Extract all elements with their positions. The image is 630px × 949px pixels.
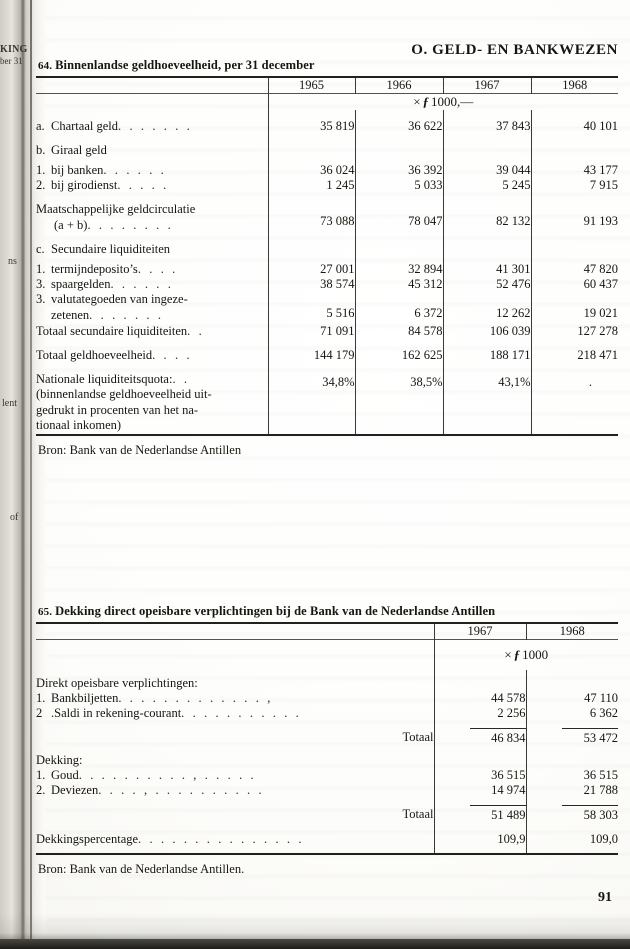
table-row: [36, 768, 618, 783]
table-65-number: 65.: [38, 606, 53, 618]
cell-value: 37 843: [443, 119, 531, 134]
table-65-col-1968: 1968: [526, 623, 618, 640]
row-leaders: . . . .: [137, 262, 178, 277]
cell-value: 78 047: [355, 202, 443, 233]
cell-value: 12 262: [443, 292, 531, 323]
table-65-gap: [36, 823, 618, 832]
cell-value: [434, 721, 526, 746]
multiplication-sign: ×: [413, 94, 421, 109]
cell-value: 40 101: [531, 119, 618, 134]
table-65-unit: [434, 640, 618, 671]
cell-value: [526, 798, 618, 823]
row-text-second-line: zetenen: [51, 307, 90, 322]
table-64-caption: [36, 58, 618, 73]
row-marker: a.: [36, 119, 45, 133]
row-label-nationale-liquiditeitsquota: [36, 372, 268, 436]
cell-value: 2 256: [434, 706, 526, 721]
multiplication-sign: ×: [504, 647, 512, 662]
row-text-line4: tionaal inkomen): [36, 418, 122, 433]
row-label-valutategoeden: [36, 292, 268, 323]
cell-value: 47 110: [526, 691, 618, 706]
cell-value: 32 894: [355, 262, 443, 277]
row-label-dekkingspercentage: [36, 832, 434, 854]
row-text: Dekkingspercentage: [36, 832, 139, 846]
cell-value: 6 372: [355, 292, 443, 323]
table-row: [36, 372, 618, 436]
cell-value: 27 001: [268, 262, 355, 277]
table-row: [36, 277, 618, 292]
row-leaders: . . . . . .: [103, 163, 167, 177]
cell-value: 34,8%: [268, 372, 355, 436]
row-label-spaargelden: [36, 277, 268, 292]
table-65-unit-row: [36, 640, 618, 671]
row-text: termijndeposito’s: [51, 262, 138, 277]
row-label-bij-girodienst: [36, 178, 268, 193]
row-leaders: . . . . . . .: [118, 119, 193, 133]
table-64-source: Bron: Bank van de Nederlandse Antillen: [38, 443, 242, 457]
row-text-line2: (binnenlandse geldhoeveelheid uit-: [36, 387, 212, 402]
row-text: .Saldi in rekening-courant: [51, 706, 182, 720]
row-label-goud: [36, 768, 434, 783]
cell-value: 5 033: [355, 178, 443, 193]
table-row: [36, 691, 618, 706]
table-row: [36, 348, 618, 363]
row-marker: 2.: [36, 178, 46, 192]
cell-value: 52 476: [443, 277, 531, 292]
table-64-gap: [36, 233, 618, 242]
table-row: [36, 783, 618, 798]
row-text: Maatschappelijke geldcirculatie: [36, 202, 196, 216]
table-row: [36, 324, 618, 339]
row-marker: c.: [36, 242, 45, 257]
table-65-title: Dekking direct opeisbare verplichtingen bij de Bank van de Nederlandse Antillen: [55, 604, 496, 618]
cell-value: 36 024: [268, 163, 355, 178]
row-text-line3: gedrukt in procenten van het na-: [36, 402, 199, 417]
margin-fragment-king: KING: [0, 44, 28, 55]
subtotal-rule: 46 834: [470, 728, 526, 746]
table-row: [36, 242, 618, 257]
cell-value: 45 312: [355, 277, 443, 292]
guilder-symbol: ƒ: [513, 647, 521, 662]
table-64-corner: [36, 77, 268, 94]
row-text: Deviezen: [51, 783, 99, 797]
cell-value: [434, 798, 526, 823]
row-leaders: . . . . . . .: [89, 307, 164, 322]
row-text: bij banken: [51, 163, 104, 177]
row-label-deviezen: [36, 783, 434, 798]
row-leaders: . . . . . . . . . . .: [181, 706, 302, 720]
margin-fragment-of: of: [10, 512, 19, 523]
table-64: [36, 76, 618, 436]
page-content: [36, 0, 618, 949]
margin-fragment-ns: ns: [8, 256, 17, 267]
table-64-title: Binnenlandse geldhoeveelheid, per 31 december: [55, 58, 315, 72]
row-label-bankbiljetten: [36, 691, 434, 706]
subtotal-rule: 58 303: [562, 805, 618, 823]
table-row: [36, 119, 618, 134]
table-64-gap: [36, 363, 618, 372]
row-label-totaal-geldhoeveelheid: [36, 348, 268, 363]
table-65-header-row: [36, 623, 618, 640]
margin-fragment-ber: ber 31: [0, 56, 23, 66]
table-row: [36, 143, 618, 158]
row-text: spaargelden: [51, 277, 111, 292]
table-row: [36, 163, 618, 178]
row-leaders: . . . . . . . . . . . . . . .: [138, 832, 305, 846]
table-row: [36, 262, 618, 277]
row-marker: 1.: [36, 262, 46, 277]
row-label-bij-banken: [36, 163, 268, 178]
table-64-block: [36, 58, 618, 458]
row-text: Goud: [51, 768, 79, 782]
table-64-number: 64.: [38, 60, 53, 72]
row-leaders: . . . . , . . . . . . . . . .: [98, 783, 265, 797]
table-row: [36, 746, 618, 768]
cell-value: 43,1%: [443, 372, 531, 436]
page-bottom-edge: [0, 939, 630, 949]
table-64-unit-row: [36, 94, 618, 111]
table-64-gap: [36, 339, 618, 348]
row-text: valutategoeden van ingeze-: [51, 292, 188, 307]
row-text: Bankbiljetten: [51, 691, 119, 705]
table-row: [36, 202, 618, 233]
table-65: [36, 622, 618, 855]
row-label-termijndepositos: [36, 262, 268, 277]
cell-value: 36 392: [355, 163, 443, 178]
table-64-unit: [268, 94, 618, 111]
row-marker: 1.: [36, 163, 46, 177]
table-64-col-1968: 1968: [531, 77, 618, 94]
cell-value: 144 179: [268, 348, 355, 363]
cell-value: 84 578: [355, 324, 443, 339]
table-65-unit-spacer: [36, 640, 434, 671]
row-leaders: . . . . .: [117, 178, 169, 192]
row-leaders: . . . . . . . .: [87, 217, 174, 232]
row-label-totaal-secundaire-liquiditeiten: [36, 324, 268, 339]
row-marker: 3.: [36, 292, 46, 307]
row-text: Nationale liquiditeitsquota:: [36, 371, 173, 386]
table-64-gap: [36, 110, 618, 119]
guilder-symbol: ƒ: [422, 94, 430, 109]
cell-value: 218 471: [531, 348, 618, 363]
cell-value: 71 091: [268, 324, 355, 339]
total-label-1: Totaal: [402, 729, 434, 744]
cell-value: 7 915: [531, 178, 618, 193]
table-row: [36, 178, 618, 193]
cell-value: [526, 721, 618, 746]
row-text: bij girodienst: [51, 178, 118, 192]
cell-value: 60 437: [531, 277, 618, 292]
row-marker: b.: [36, 143, 46, 157]
table-64-col-1967: 1967: [443, 77, 531, 94]
row-text: Totaal geldhoeveelheid: [36, 347, 153, 362]
running-head: O. GELD- EN BANKWEZEN: [411, 42, 618, 58]
cell-value: 14 974: [434, 783, 526, 798]
row-label-chartaal-geld: [36, 119, 268, 134]
section-heading-direkt-opeisbare-verplichtingen: Direkt opeisbare verplichtingen:: [36, 676, 198, 690]
table-row: [36, 706, 618, 721]
cell-value: 188 171: [443, 348, 531, 363]
table-65-corner: [36, 623, 434, 640]
row-leaders: . . . . . . . . . . . . . ,: [118, 691, 273, 705]
cell-value: 1 245: [268, 178, 355, 193]
margin-fragment-lent: lent: [2, 398, 17, 409]
table-64-gap: [36, 193, 618, 202]
cell-value: 43 177: [531, 163, 618, 178]
row-label-maatschappelijke-geldcirculatie: [36, 202, 268, 233]
cell-value: 109,0: [526, 832, 618, 854]
page-number: 91: [598, 890, 612, 905]
table-row-total: [36, 798, 618, 823]
row-text: Giraal geld: [51, 143, 107, 157]
cell-value: 91 193: [531, 202, 618, 233]
row-label-giraal-geld: [36, 143, 268, 158]
row-leaders: . .: [172, 371, 190, 386]
subtotal-rule: 51 489: [470, 805, 526, 823]
cell-value: 19 021: [531, 292, 618, 323]
cell-value: 6 362: [526, 706, 618, 721]
table-65-block: [36, 604, 618, 877]
unit-amount: 1000: [522, 647, 549, 662]
cell-value: 36 515: [526, 768, 618, 783]
cell-value: 127 278: [531, 324, 618, 339]
table-row-total: [36, 721, 618, 746]
row-leaders: . . . . . . . . . . , . . . . .: [78, 768, 257, 782]
row-text: Chartaal geld: [51, 119, 118, 133]
cell-value: 36 515: [434, 768, 526, 783]
table-64-col-1966: 1966: [355, 77, 443, 94]
cell-value: 39 044: [443, 163, 531, 178]
cell-value: 47 820: [531, 262, 618, 277]
cell-value: 5 516: [268, 292, 355, 323]
table-64-gap: [36, 134, 618, 143]
cell-value: 38 574: [268, 277, 355, 292]
table-64-unit-spacer: [36, 94, 268, 111]
cell-value: 21 788: [526, 783, 618, 798]
cell-value: 44 578: [434, 691, 526, 706]
cell-value: 162 625: [355, 348, 443, 363]
row-text: Totaal secundaire liquiditeiten: [36, 323, 188, 338]
row-text: Secundaire liquiditeiten: [51, 242, 171, 257]
row-marker: 3.: [36, 277, 46, 292]
cell-value: 41 301: [443, 262, 531, 277]
table-row: [36, 832, 618, 854]
cell-value: 38,5%: [355, 372, 443, 436]
row-marker: 2: [36, 706, 43, 720]
row-leaders: . .: [187, 323, 205, 338]
table-65-col-1967: 1967: [434, 623, 526, 640]
row-marker: 1.: [36, 691, 46, 705]
section-heading-dekking: Dekking:: [36, 753, 83, 767]
row-label-secundaire-liquiditeiten: [36, 242, 268, 257]
subtotal-rule: 53 472: [562, 728, 618, 746]
cell-value: 73 088: [268, 202, 355, 233]
row-label-saldi-in-rekening-courant: [36, 706, 434, 721]
table-64-header-row: [36, 77, 618, 94]
row-leaders: . . . .: [152, 347, 193, 362]
row-marker: 1.: [36, 768, 46, 782]
table-row: [36, 670, 618, 691]
table-64-col-1965: 1965: [268, 77, 355, 94]
cell-value: 82 132: [443, 202, 531, 233]
cell-value: 5 245: [443, 178, 531, 193]
table-65-source: Bron: Bank van de Nederlandse Antillen.: [38, 862, 245, 876]
row-leaders: . . . . . .: [110, 277, 174, 292]
unit-amount: 1000,—: [431, 94, 474, 109]
table-65-caption: [36, 604, 618, 619]
cell-value-empty: .: [531, 372, 618, 436]
table-row: [36, 292, 618, 323]
total-label-2: Totaal: [402, 806, 434, 821]
row-text-second-line: (a + b): [54, 217, 88, 232]
cell-value: 109,9: [434, 832, 526, 854]
cell-value: 106 039: [443, 324, 531, 339]
cell-value: 36 622: [355, 119, 443, 134]
row-marker: 2.: [36, 783, 46, 797]
gutter-fold-line: [30, 0, 32, 949]
cell-value: 35 819: [268, 119, 355, 134]
